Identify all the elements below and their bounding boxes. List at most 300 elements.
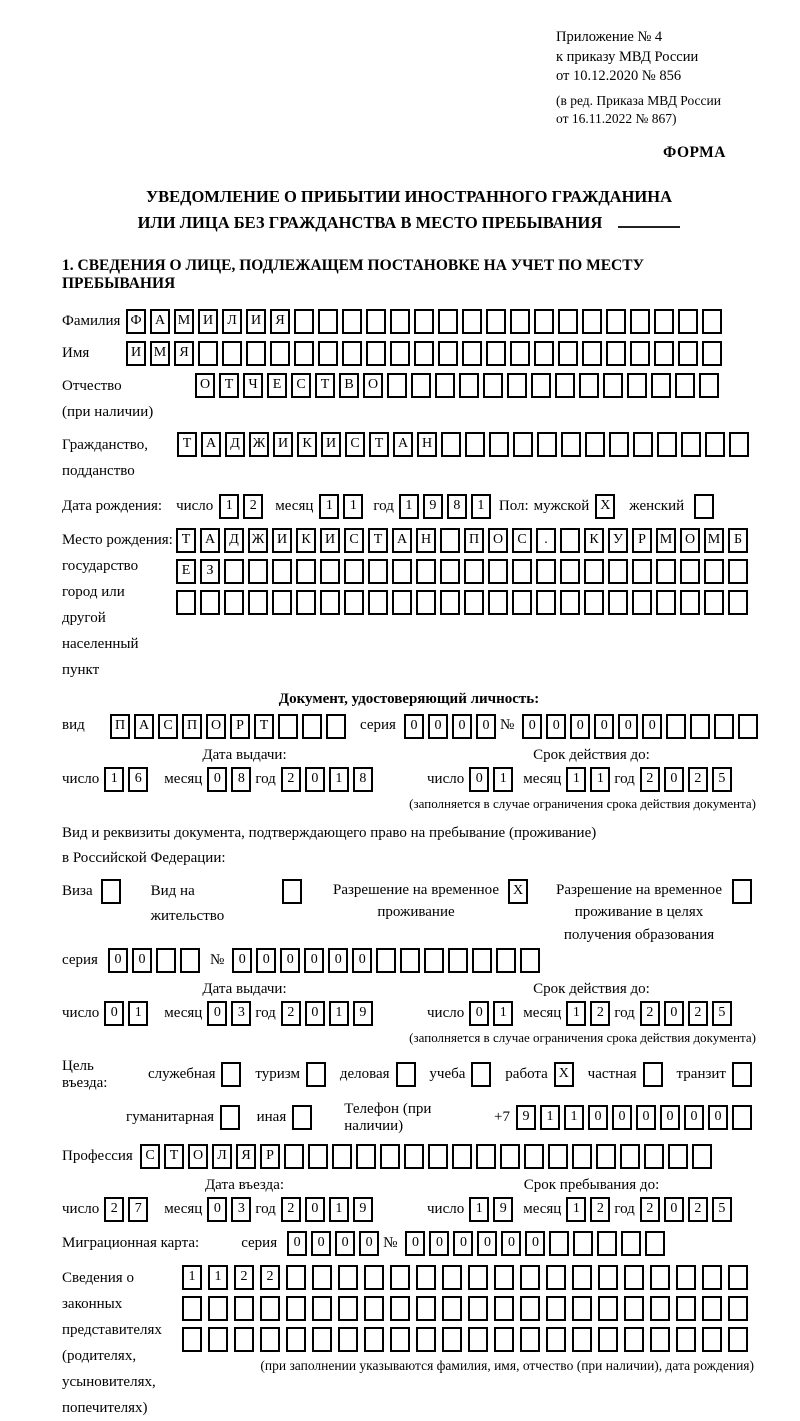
representative-cell[interactable] [234,1296,254,1321]
migration-seriya-cell[interactable]: 0 [287,1231,307,1256]
patronymic-cell[interactable]: Т [219,373,239,398]
surname-cell[interactable] [294,309,314,334]
doc-seriya-cell[interactable]: 0 [404,714,424,739]
residence-valid-month-cell[interactable]: 1 [566,1001,586,1026]
valid-month-cell[interactable]: 1 [590,767,610,792]
sex-female-checkbox-cell[interactable] [694,494,714,519]
birthplace-cell[interactable]: Д [224,528,244,553]
residence-valid-day-cell[interactable]: 0 [469,1001,489,1026]
birthplace-cell[interactable] [680,559,700,584]
birthplace-cell[interactable]: К [584,528,604,553]
migration-number-cell[interactable]: 0 [405,1231,425,1256]
representative-cell[interactable] [182,1296,202,1321]
surname-cell[interactable] [702,309,722,334]
phone-cell[interactable]: 0 [636,1105,656,1130]
birth-month-cell[interactable]: 1 [343,494,363,519]
birthplace-cell[interactable]: О [488,528,508,553]
citizenship-cell[interactable] [537,432,557,457]
representative-cell[interactable] [208,1296,228,1321]
firstname-cell[interactable] [342,341,362,366]
residence-issue-day-cell[interactable]: 0 [104,1001,124,1026]
residence-number-cell[interactable] [424,948,444,973]
profession-cell[interactable] [644,1144,664,1169]
doc-type-cell[interactable]: П [182,714,202,739]
firstname-cell[interactable] [678,341,698,366]
birthplace-cell[interactable] [248,590,268,615]
purpose-checkbox-cell[interactable] [292,1105,312,1130]
doc-number-cell[interactable] [666,714,686,739]
surname-cell[interactable] [318,309,338,334]
profession-cell[interactable] [572,1144,592,1169]
birthplace-cell[interactable]: С [344,528,364,553]
representative-cell[interactable] [416,1296,436,1321]
residence-valid-month-cell[interactable]: 2 [590,1001,610,1026]
representative-cell[interactable] [416,1327,436,1352]
profession-cell[interactable] [428,1144,448,1169]
representative-cell[interactable] [702,1327,722,1352]
issue-day-cell[interactable]: 6 [128,767,148,792]
valid-year-cell[interactable]: 2 [688,767,708,792]
residence-valid-year-cell[interactable]: 0 [664,1001,684,1026]
birthplace-cell[interactable]: Т [176,528,196,553]
firstname-cell[interactable] [534,341,554,366]
doc-number-cell[interactable]: 0 [594,714,614,739]
patronymic-cell[interactable] [411,373,431,398]
birthplace-cell[interactable]: . [536,528,556,553]
birthplace-cell[interactable] [224,590,244,615]
firstname-cell[interactable]: М [150,341,170,366]
residence-number-cell[interactable]: 0 [232,948,252,973]
firstname-cell[interactable] [606,341,626,366]
residence-number-cell[interactable]: 0 [280,948,300,973]
birth-month-cell[interactable]: 1 [319,494,339,519]
citizenship-cell[interactable]: И [321,432,341,457]
entry-year-cell[interactable]: 9 [353,1197,373,1222]
birthplace-cell[interactable] [608,559,628,584]
representative-cell[interactable] [728,1327,748,1352]
valid-month-cell[interactable]: 1 [566,767,586,792]
firstname-cell[interactable]: Я [174,341,194,366]
doc-seriya-cell[interactable]: 0 [452,714,472,739]
residence-number-cell[interactable]: 0 [352,948,372,973]
representative-cell[interactable] [208,1327,228,1352]
issue-month-cell[interactable]: 0 [207,767,227,792]
birthplace-cell[interactable]: А [200,528,220,553]
issue-year-cell[interactable]: 0 [305,767,325,792]
birthplace-cell[interactable]: О [680,528,700,553]
migration-seriya-cell[interactable]: 0 [359,1231,379,1256]
surname-cell[interactable]: И [198,309,218,334]
birthplace-cell[interactable] [536,559,556,584]
migration-number-cell[interactable]: 0 [525,1231,545,1256]
birthplace-cell[interactable] [200,590,220,615]
birthplace-cell[interactable]: Б [728,528,748,553]
representative-cell[interactable] [676,1327,696,1352]
doc-type-cell[interactable]: П [110,714,130,739]
phone-cell[interactable]: 0 [684,1105,704,1130]
patronymic-cell[interactable] [627,373,647,398]
valid-day-cell[interactable]: 0 [469,767,489,792]
birthplace-cell[interactable] [320,590,340,615]
birthplace-cell[interactable] [464,590,484,615]
citizenship-cell[interactable]: Т [177,432,197,457]
representative-cell[interactable] [572,1327,592,1352]
patronymic-cell[interactable] [435,373,455,398]
residence-number-cell[interactable] [448,948,468,973]
birthplace-cell[interactable] [656,590,676,615]
phone-cell[interactable]: 9 [516,1105,536,1130]
citizenship-cell[interactable]: Д [225,432,245,457]
patronymic-cell[interactable] [603,373,623,398]
purpose-checkbox-cell[interactable]: X [554,1062,574,1087]
birthplace-cell[interactable] [440,559,460,584]
birthplace-cell[interactable] [272,590,292,615]
patronymic-cell[interactable]: Т [315,373,335,398]
citizenship-cell[interactable]: С [345,432,365,457]
profession-cell[interactable]: Т [164,1144,184,1169]
surname-cell[interactable] [366,309,386,334]
migration-number-cell[interactable] [597,1231,617,1256]
stay-day-cell[interactable]: 1 [469,1197,489,1222]
valid-year-cell[interactable]: 0 [664,767,684,792]
stay-year-cell[interactable]: 2 [688,1197,708,1222]
profession-cell[interactable] [332,1144,352,1169]
surname-cell[interactable] [558,309,578,334]
temp-permit-checkbox-cell[interactable]: X [508,879,528,904]
representative-cell[interactable] [728,1265,748,1290]
surname-cell[interactable] [654,309,674,334]
firstname-cell[interactable] [414,341,434,366]
phone-cell[interactable]: 1 [540,1105,560,1130]
surname-cell[interactable] [534,309,554,334]
doc-type-cell[interactable]: С [158,714,178,739]
birthplace-cell[interactable]: К [296,528,316,553]
profession-cell[interactable] [596,1144,616,1169]
firstname-cell[interactable] [654,341,674,366]
phone-cell[interactable] [732,1105,752,1130]
representative-cell[interactable] [442,1296,462,1321]
birthplace-cell[interactable] [368,590,388,615]
birthplace-cell[interactable] [320,559,340,584]
birth-day-cell[interactable]: 1 [219,494,239,519]
patronymic-cell[interactable] [507,373,527,398]
patronymic-cell[interactable] [651,373,671,398]
surname-cell[interactable]: Я [270,309,290,334]
doc-number-cell[interactable] [714,714,734,739]
phone-cell[interactable]: 0 [660,1105,680,1130]
birth-year-cell[interactable]: 1 [399,494,419,519]
stay-month-cell[interactable]: 1 [566,1197,586,1222]
patronymic-cell[interactable]: С [291,373,311,398]
residence-number-cell[interactable] [472,948,492,973]
firstname-cell[interactable]: И [126,341,146,366]
representative-cell[interactable] [364,1265,384,1290]
representative-cell[interactable] [442,1327,462,1352]
migration-seriya-cell[interactable]: 0 [335,1231,355,1256]
birthplace-cell[interactable]: Р [632,528,652,553]
firstname-cell[interactable] [510,341,530,366]
migration-number-cell[interactable] [645,1231,665,1256]
birthplace-cell[interactable] [296,559,316,584]
citizenship-cell[interactable]: К [297,432,317,457]
residence-issue-year-cell[interactable]: 0 [305,1001,325,1026]
surname-cell[interactable] [630,309,650,334]
citizenship-cell[interactable]: А [393,432,413,457]
residence-valid-day-cell[interactable]: 1 [493,1001,513,1026]
birthplace-cell[interactable] [176,590,196,615]
birthplace-cell[interactable]: З [200,559,220,584]
firstname-cell[interactable] [198,341,218,366]
birthplace-cell[interactable] [704,590,724,615]
birthplace-cell[interactable] [632,590,652,615]
patronymic-cell[interactable] [459,373,479,398]
residence-number-cell[interactable]: 0 [256,948,276,973]
representative-cell[interactable] [364,1296,384,1321]
visa-checkbox-cell[interactable] [101,879,121,904]
surname-cell[interactable] [582,309,602,334]
edu-permit-checkbox-cell[interactable] [732,879,752,904]
issue-day-cell[interactable]: 1 [104,767,124,792]
birthplace-cell[interactable] [704,559,724,584]
birthplace-cell[interactable] [248,559,268,584]
firstname-cell[interactable] [270,341,290,366]
birthplace-cell[interactable] [440,528,460,553]
profession-cell[interactable] [620,1144,640,1169]
doc-number-cell[interactable]: 0 [618,714,638,739]
surname-cell[interactable] [414,309,434,334]
patronymic-cell[interactable] [387,373,407,398]
issue-year-cell[interactable]: 1 [329,767,349,792]
phone-cell[interactable]: 1 [564,1105,584,1130]
patronymic-cell[interactable]: В [339,373,359,398]
doc-seriya-cell[interactable]: 0 [476,714,496,739]
doc-number-cell[interactable]: 0 [570,714,590,739]
firstname-cell[interactable] [318,341,338,366]
birthplace-cell[interactable] [440,590,460,615]
representative-cell[interactable] [260,1327,280,1352]
surname-cell[interactable] [438,309,458,334]
representative-cell[interactable] [390,1265,410,1290]
representative-cell[interactable] [728,1296,748,1321]
entry-month-cell[interactable]: 0 [207,1197,227,1222]
representative-cell[interactable] [624,1296,644,1321]
birth-year-cell[interactable]: 9 [423,494,443,519]
representative-cell[interactable] [364,1327,384,1352]
surname-cell[interactable]: А [150,309,170,334]
representative-cell[interactable] [598,1265,618,1290]
representative-cell[interactable] [494,1265,514,1290]
patronymic-cell[interactable] [579,373,599,398]
migration-number-cell[interactable]: 0 [453,1231,473,1256]
representative-cell[interactable] [338,1296,358,1321]
surname-cell[interactable] [462,309,482,334]
citizenship-cell[interactable]: А [201,432,221,457]
residence-issue-month-cell[interactable]: 0 [207,1001,227,1026]
doc-type-cell[interactable]: О [206,714,226,739]
representative-cell[interactable] [702,1296,722,1321]
representative-cell[interactable] [702,1265,722,1290]
birthplace-cell[interactable] [656,559,676,584]
patronymic-cell[interactable] [699,373,719,398]
profession-cell[interactable]: Р [260,1144,280,1169]
representative-cell[interactable] [312,1327,332,1352]
representative-cell[interactable] [598,1327,618,1352]
surname-cell[interactable]: Ф [126,309,146,334]
representative-cell[interactable] [598,1296,618,1321]
representative-cell[interactable] [520,1327,540,1352]
stay-month-cell[interactable]: 2 [590,1197,610,1222]
birthplace-cell[interactable] [560,590,580,615]
doc-type-cell[interactable]: А [134,714,154,739]
purpose-checkbox-cell[interactable] [220,1105,240,1130]
birthplace-cell[interactable] [584,590,604,615]
residence-valid-year-cell[interactable]: 2 [640,1001,660,1026]
profession-cell[interactable] [356,1144,376,1169]
patronymic-cell[interactable] [531,373,551,398]
birthplace-cell[interactable] [344,590,364,615]
birthplace-cell[interactable]: С [512,528,532,553]
profession-cell[interactable] [380,1144,400,1169]
residence-number-cell[interactable]: 0 [328,948,348,973]
residence-issue-year-cell[interactable]: 2 [281,1001,301,1026]
doc-number-cell[interactable]: 0 [546,714,566,739]
residence-number-cell[interactable] [400,948,420,973]
birthplace-cell[interactable] [632,559,652,584]
profession-cell[interactable] [524,1144,544,1169]
citizenship-cell[interactable]: Н [417,432,437,457]
residence-issue-year-cell[interactable]: 1 [329,1001,349,1026]
birthplace-cell[interactable]: Ж [248,528,268,553]
firstname-cell[interactable] [702,341,722,366]
surname-cell[interactable]: М [174,309,194,334]
representative-cell[interactable] [286,1327,306,1352]
doc-number-cell[interactable]: 0 [522,714,542,739]
birthplace-cell[interactable] [392,559,412,584]
migration-number-cell[interactable]: 0 [501,1231,521,1256]
entry-month-cell[interactable]: 3 [231,1197,251,1222]
residence-issue-day-cell[interactable]: 1 [128,1001,148,1026]
citizenship-cell[interactable]: Ж [249,432,269,457]
representative-cell[interactable]: 2 [260,1265,280,1290]
entry-year-cell[interactable]: 0 [305,1197,325,1222]
birthplace-cell[interactable] [728,559,748,584]
stay-year-cell[interactable]: 2 [640,1197,660,1222]
birth-day-cell[interactable]: 2 [243,494,263,519]
patronymic-cell[interactable] [675,373,695,398]
migration-number-cell[interactable]: 0 [429,1231,449,1256]
issue-year-cell[interactable]: 2 [281,767,301,792]
birthplace-cell[interactable] [416,590,436,615]
birthplace-cell[interactable]: У [608,528,628,553]
valid-year-cell[interactable]: 5 [712,767,732,792]
representative-cell[interactable] [494,1327,514,1352]
citizenship-cell[interactable] [609,432,629,457]
representative-cell[interactable] [468,1327,488,1352]
profession-cell[interactable] [452,1144,472,1169]
birthplace-cell[interactable]: Н [416,528,436,553]
residence-seriya-cell[interactable] [180,948,200,973]
profession-cell[interactable] [308,1144,328,1169]
profession-cell[interactable] [548,1144,568,1169]
birthplace-cell[interactable]: И [272,528,292,553]
citizenship-cell[interactable] [657,432,677,457]
entry-year-cell[interactable]: 1 [329,1197,349,1222]
birthplace-cell[interactable] [512,559,532,584]
residence-number-cell[interactable] [496,948,516,973]
representative-cell[interactable] [286,1296,306,1321]
representative-cell[interactable] [338,1327,358,1352]
representative-cell[interactable] [442,1265,462,1290]
representative-cell[interactable] [182,1327,202,1352]
stay-year-cell[interactable]: 5 [712,1197,732,1222]
migration-number-cell[interactable] [621,1231,641,1256]
birthplace-cell[interactable]: А [392,528,412,553]
birth-year-cell[interactable]: 1 [471,494,491,519]
birthplace-cell[interactable] [224,559,244,584]
birthplace-cell[interactable] [416,559,436,584]
migration-number-cell[interactable] [573,1231,593,1256]
citizenship-cell[interactable] [681,432,701,457]
birthplace-cell[interactable]: Т [368,528,388,553]
citizenship-cell[interactable] [585,432,605,457]
firstname-cell[interactable] [438,341,458,366]
birthplace-cell[interactable] [464,559,484,584]
representative-cell[interactable] [520,1296,540,1321]
patronymic-cell[interactable] [555,373,575,398]
representative-cell[interactable] [676,1265,696,1290]
patronymic-cell[interactable]: О [195,373,215,398]
representative-cell[interactable] [650,1296,670,1321]
doc-number-cell[interactable] [690,714,710,739]
stay-day-cell[interactable]: 9 [493,1197,513,1222]
patronymic-cell[interactable]: Е [267,373,287,398]
firstname-cell[interactable] [558,341,578,366]
patronymic-cell[interactable]: О [363,373,383,398]
profession-cell[interactable]: С [140,1144,160,1169]
firstname-cell[interactable] [294,341,314,366]
representative-cell[interactable] [572,1296,592,1321]
profession-cell[interactable] [284,1144,304,1169]
surname-cell[interactable] [390,309,410,334]
firstname-cell[interactable] [222,341,242,366]
representative-cell[interactable] [312,1265,332,1290]
firstname-cell[interactable] [246,341,266,366]
firstname-cell[interactable] [366,341,386,366]
surname-cell[interactable] [486,309,506,334]
representative-cell[interactable] [468,1265,488,1290]
representative-cell[interactable] [546,1265,566,1290]
entry-day-cell[interactable]: 2 [104,1197,124,1222]
birthplace-cell[interactable]: М [656,528,676,553]
birthplace-cell[interactable]: Е [176,559,196,584]
residence-valid-year-cell[interactable]: 2 [688,1001,708,1026]
patronymic-cell[interactable]: Ч [243,373,263,398]
citizenship-cell[interactable] [561,432,581,457]
surname-cell[interactable]: Л [222,309,242,334]
entry-day-cell[interactable]: 7 [128,1197,148,1222]
surname-cell[interactable] [510,309,530,334]
purpose-checkbox-cell[interactable] [306,1062,326,1087]
birthplace-cell[interactable] [680,590,700,615]
valid-year-cell[interactable]: 2 [640,767,660,792]
citizenship-cell[interactable]: Т [369,432,389,457]
citizenship-cell[interactable] [705,432,725,457]
birthplace-cell[interactable] [272,559,292,584]
entry-year-cell[interactable]: 2 [281,1197,301,1222]
representative-cell[interactable] [234,1327,254,1352]
firstname-cell[interactable] [630,341,650,366]
birthplace-cell[interactable]: М [704,528,724,553]
